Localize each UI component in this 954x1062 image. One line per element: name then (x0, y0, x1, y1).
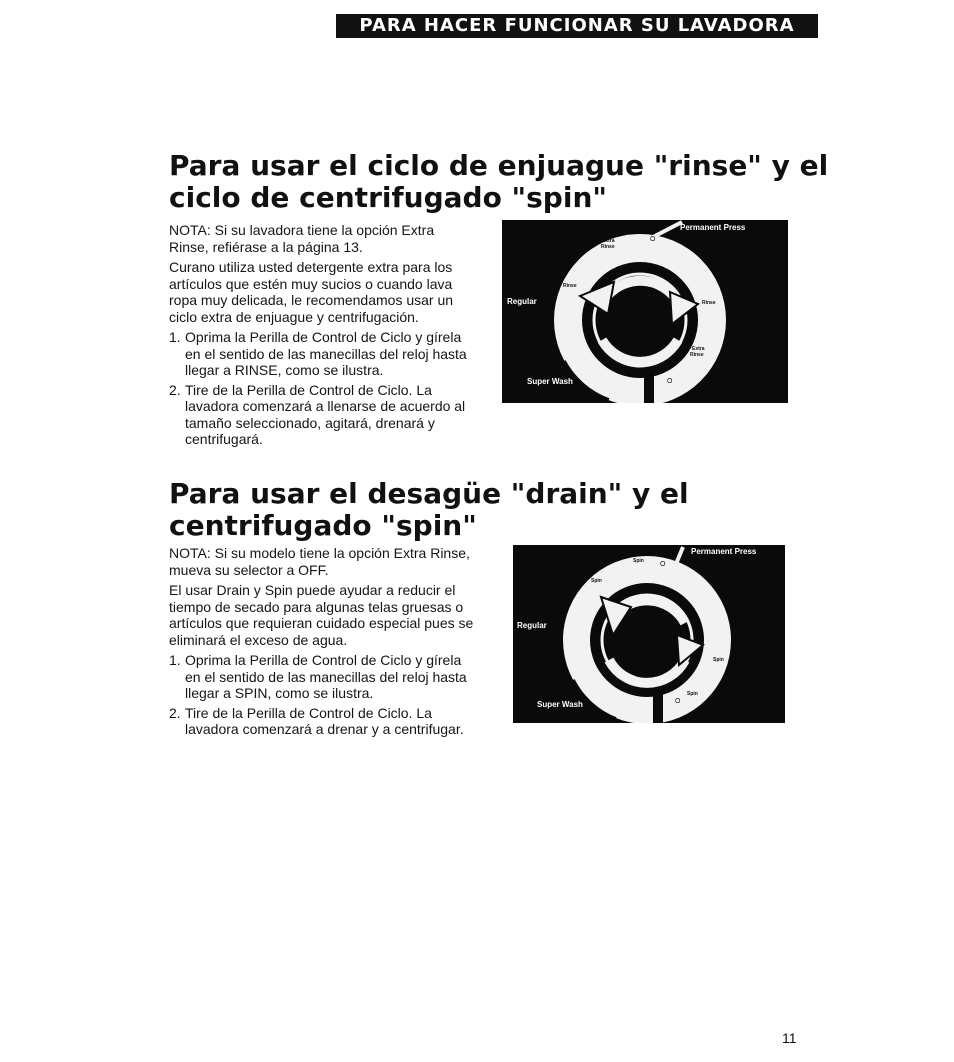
rinse-dial-illustration (502, 220, 788, 403)
section2-step-1 (169, 652, 477, 702)
step-text: Oprima la Perilla de Control de Ciclo y gírela en el sentido de las manecillas del reloj hasta llegar a SPIN, como se ilustra. (185, 652, 467, 701)
step-number: 2. (169, 381, 181, 398)
label-extra-rinse-top-1: Extra (602, 238, 615, 244)
label-super-wash: Super Wash (537, 700, 583, 709)
label-spin-left: Spin (591, 578, 602, 584)
label-off-bottom: O (667, 378, 673, 385)
section1-note-text: Si su lavadora tiene la opción Extra Rinse, refiérase a la página 13. (169, 222, 435, 255)
label-off-bottom: O (675, 698, 681, 705)
section1-body (169, 222, 474, 451)
section1-steps (169, 329, 474, 448)
section2-body (169, 545, 477, 741)
label-off-top: O (660, 561, 666, 568)
section1-title (169, 150, 828, 214)
section2-step-2 (169, 705, 477, 738)
section2-note (169, 545, 477, 578)
section2-intro: El usar Drain y Spin puede ayudar a reducir el tiempo de secado para algunas telas gruesas o artículos que requieran cuidado especial pues se eliminará el exceso de agua. (169, 582, 474, 648)
section1-intro: Curano utiliza usted detergente extra para los artículos que estén muy sucios o cuando lava ropa muy delicada, le recomendamos usar un ciclo extra de enjuague y centrifugación. (169, 259, 454, 325)
section1-note-label: NOTA: (169, 222, 211, 238)
section1-step-2 (169, 382, 474, 448)
step-text: Oprima la Perilla de Control de Ciclo y gírela en el sentido de las manecillas del reloj hasta llegar a RINSE, como se ilustra. (185, 329, 467, 378)
step-number: 1. (169, 652, 181, 668)
section2-steps (169, 652, 477, 738)
step-text: Tire de la Perilla de Control de Ciclo. La lavadora comenzará a drenar y a centrifugar. (185, 704, 464, 737)
section1-step-1 (169, 329, 474, 379)
label-permanent-press: Permanent Press (680, 223, 746, 232)
label-rinse-left: Rinse (563, 283, 577, 289)
section2-note-text: Si su modelo tiene la opción Extra Rinse, mueva su selector a OFF. (169, 545, 470, 578)
label-extra-rinse-bottom-1: Extra (692, 346, 705, 352)
section2-title (169, 478, 689, 542)
spin-dial-illustration (513, 545, 785, 723)
label-spin-right: Spin (713, 657, 724, 663)
section1-title-line2: ciclo de centrifugado "spin" (169, 181, 607, 214)
label-extra-rinse-top-2: Rinse (601, 244, 615, 250)
step-text: Tire de la Perilla de Control de Ciclo. La lavadora comenzará a llenarse de acuerdo al tamaño seleccionado, agitará, drenará y centrifugará. (185, 381, 466, 447)
label-spin-bottom: Spin (687, 691, 698, 697)
page-number: 11 (782, 1030, 797, 1046)
label-extra-rinse-bottom-2: Rinse (690, 352, 704, 358)
label-regular: Regular (517, 621, 547, 630)
section2-title-line2: centrifugado "spin" (169, 509, 477, 542)
section1-note (169, 222, 474, 255)
label-off-top: O (650, 236, 656, 243)
section1-title-line1: Para usar el ciclo de enjuague "rinse" y el (169, 149, 829, 182)
label-spin-top: Spin (633, 558, 644, 564)
label-rinse-right: Rinse (702, 300, 716, 306)
dial-bottom-notch (644, 370, 654, 403)
section-banner: PARA HACER FUNCIONAR SU LAVADORA (336, 14, 818, 38)
label-regular: Regular (507, 297, 537, 306)
section2-title-line1: Para usar el desagüe "drain" y el (169, 477, 689, 510)
rinse-dial-svg (502, 220, 788, 403)
label-super-wash: Super Wash (527, 377, 573, 386)
dial-bottom-notch (653, 691, 663, 723)
spin-dial-svg (513, 545, 785, 723)
section2-note-label: NOTA: (169, 545, 211, 561)
step-number: 1. (169, 329, 181, 345)
label-permanent-press: Permanent Press (691, 547, 757, 556)
step-number: 2. (169, 704, 181, 721)
